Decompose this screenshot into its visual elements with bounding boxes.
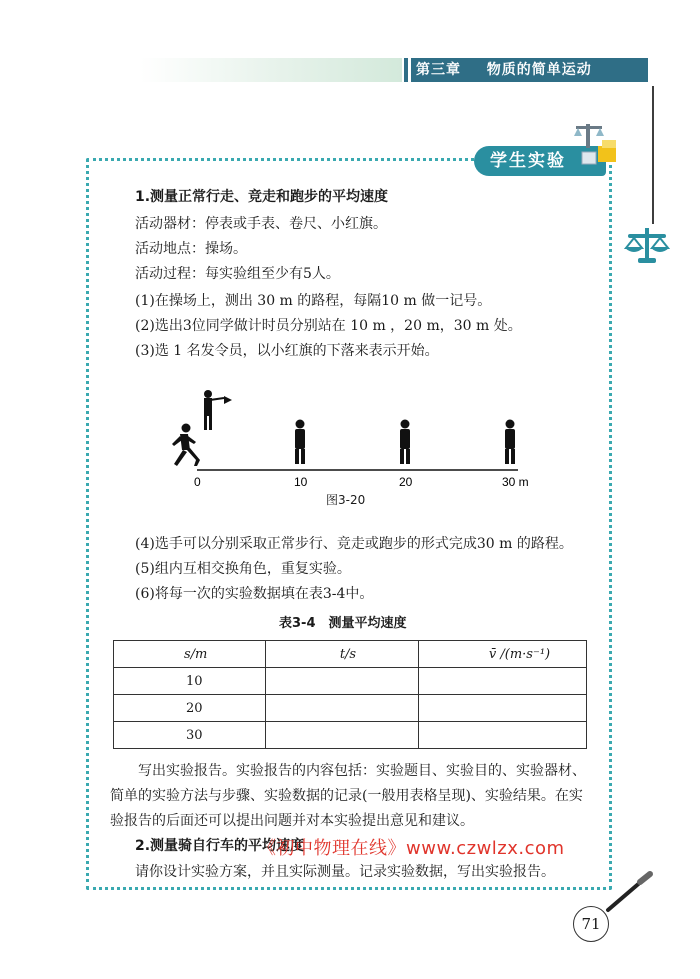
chapter-number: 第三章 — [416, 62, 461, 78]
step-3: (3)选 1 名发令员，以小红旗的下落来表示开始。 — [135, 343, 439, 359]
table-row — [114, 722, 587, 749]
location-text: 活动地点：操场。 — [135, 241, 247, 257]
section2-text: 请你设计实验方案，并且实际测量。记录实验数据，写出实验报告。 — [135, 864, 555, 880]
tick-label-0: 0 — [194, 475, 201, 489]
equipment-text: 活动器材：停表或手表、卷尺、小红旗。 — [135, 216, 387, 232]
watermark: 《初中物理在线》www.czwlzx.com — [258, 838, 565, 859]
cell-speed — [418, 695, 586, 722]
section1-title: 1.测量正常行走、竞走和跑步的平均速度 — [135, 189, 389, 205]
side-rule — [652, 86, 654, 224]
timer-10m — [295, 420, 305, 465]
tick-label-30m: 30 m — [502, 475, 529, 489]
starter-figure — [204, 390, 232, 430]
cell-time — [265, 722, 418, 749]
lab-equipment-icon — [572, 118, 622, 176]
cell-distance: 30 — [114, 722, 266, 749]
header-divider — [408, 58, 411, 82]
header-time: t/s — [265, 641, 418, 668]
balance-scale-icon — [624, 226, 670, 266]
step-1: (1)在操场上，测出 30 m 的路程，每隔10 m 做一记号。 — [135, 293, 492, 309]
section2-title: 2.测量骑自行车的平均速度 — [135, 838, 305, 854]
step-4: (4)选手可以分别采取正常步行、竞走或跑步的形式完成30 m 的路程。 — [135, 536, 573, 552]
cell-time — [265, 668, 418, 695]
chapter-header — [404, 58, 648, 82]
cell-time — [265, 695, 418, 722]
step-6: (6)将每一次的实验数据填在表3-4中。 — [135, 586, 374, 602]
chapter-title: 物质的简单运动 — [486, 62, 592, 78]
cell-speed — [418, 668, 586, 695]
track-figure — [150, 384, 550, 494]
table-title: 表3-4 测量平均速度 — [279, 616, 407, 631]
timer-20m — [400, 420, 410, 465]
timer-figures — [295, 420, 515, 465]
cell-distance: 10 — [114, 668, 266, 695]
report-paragraph: 写出实验报告。实验报告的内容包括：实验题目、实验目的、实验器材、简单的实验方法与步骤、实验数据的记录(一般用表格呈现)、实验结果。在实验报告的后面还可以提出问题并对本实验提出意见和建议。 — [110, 763, 586, 829]
step-2: (2)选出3位同学做计时员分别站在 10 m ，20 m，30 m 处。 — [135, 318, 522, 334]
header-distance: s/m — [114, 641, 266, 668]
cell-distance: 20 — [114, 695, 266, 722]
magnifier-icon — [598, 868, 658, 918]
page-number: 71 — [573, 906, 609, 942]
table-row — [114, 668, 587, 695]
speed-table — [113, 640, 587, 749]
process-text: 活动过程：每实验组至少有5人。 — [135, 266, 340, 282]
tick-label-10: 10 — [294, 475, 308, 489]
header-gradient — [140, 58, 402, 82]
runner-figure — [172, 424, 200, 467]
cell-speed — [418, 722, 586, 749]
figure-caption: 图3-20 — [326, 493, 366, 507]
table-row — [114, 695, 587, 722]
header-speed: v̄ /(m·s⁻¹) — [418, 641, 586, 668]
step-5: (5)组内互相交换角色，重复实验。 — [135, 561, 351, 577]
badge-label: 学生实验 — [490, 151, 566, 171]
tick-label-20: 20 — [399, 475, 413, 489]
table-header-row — [114, 641, 587, 668]
timer-30m — [505, 420, 515, 465]
